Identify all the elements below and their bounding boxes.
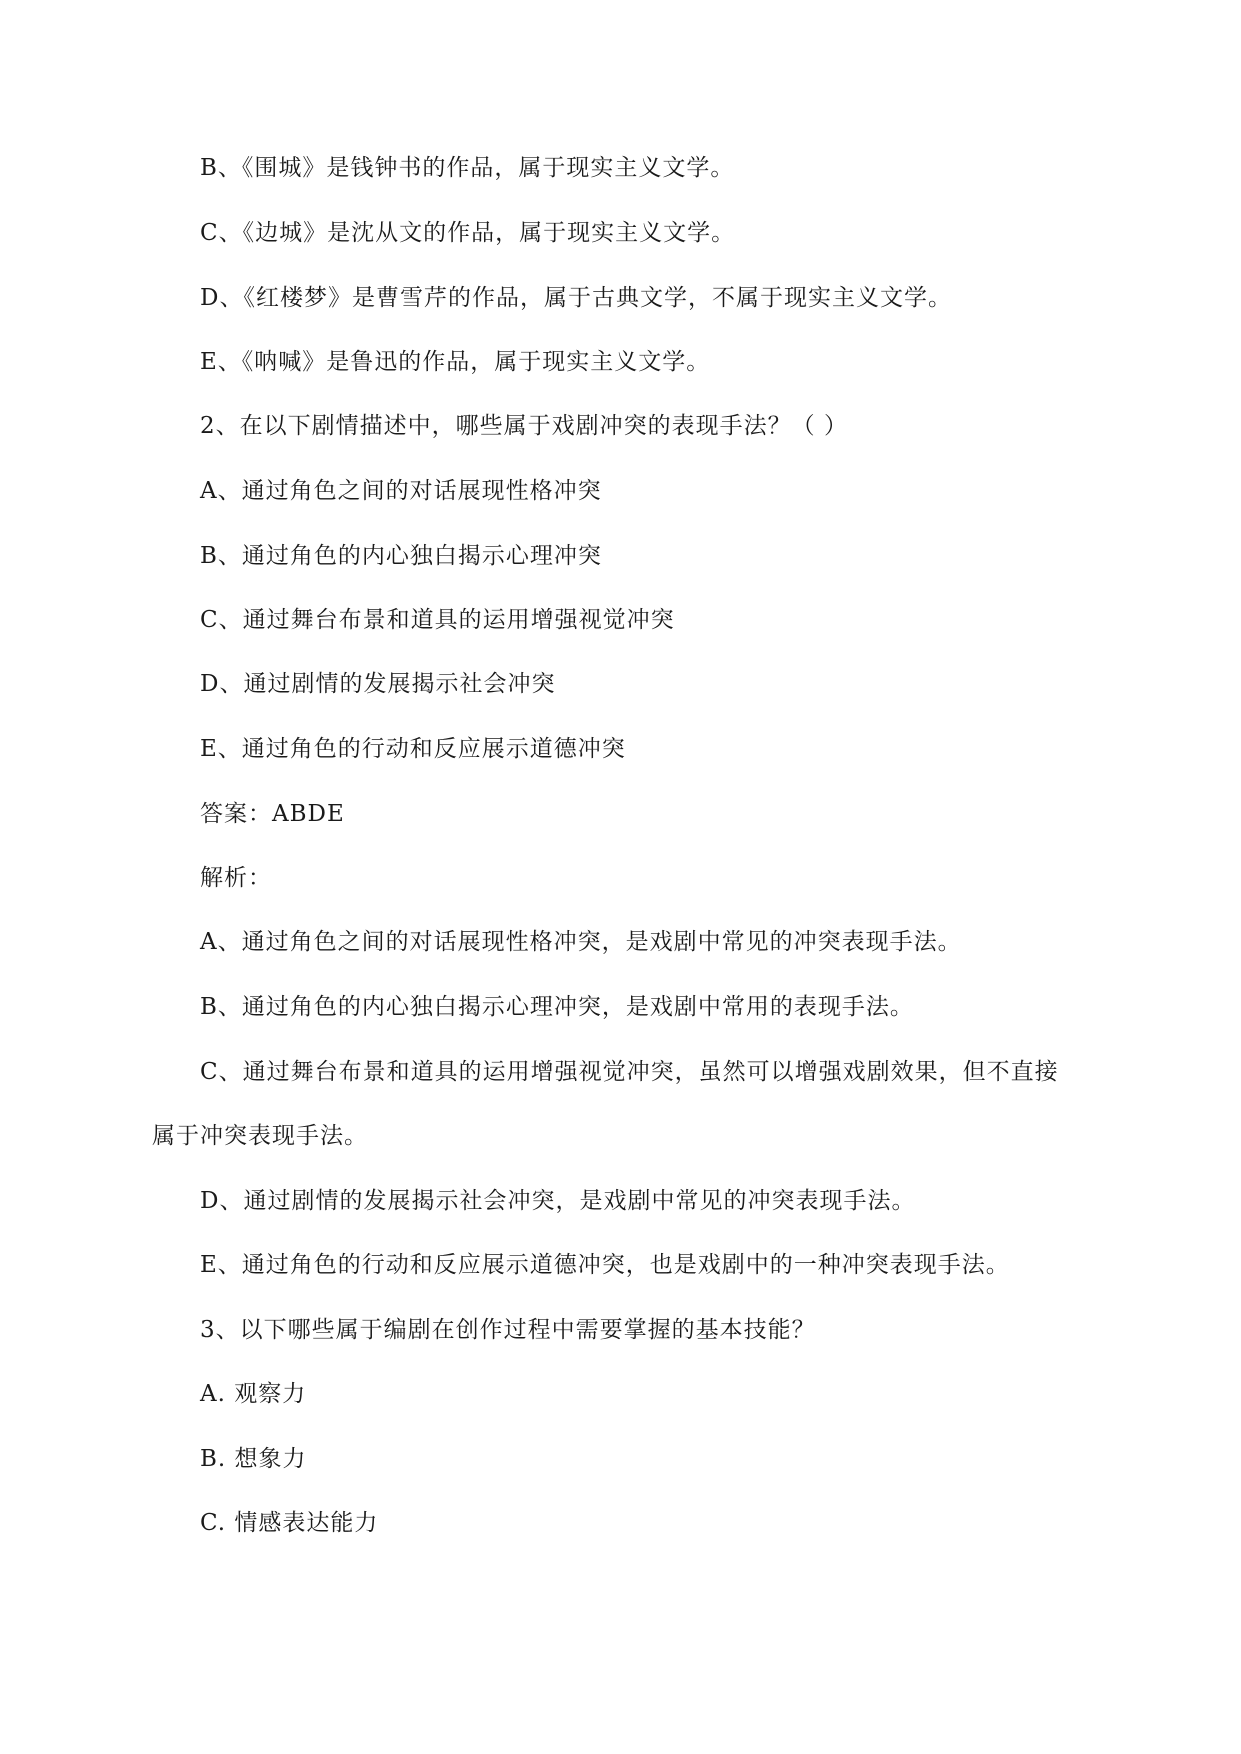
q2-analysis-b: B、通过角色的内心独白揭示心理冲突，是戏剧中常用的表现手法。 [200,994,914,1020]
q2-option-a: A、通过角色之间的对话展现性格冲突 [200,478,602,504]
q3-option-a: A. 观察力 [200,1381,307,1407]
q2-option-d: D、通过剧情的发展揭示社会冲突 [200,671,556,697]
option-d-hongloumeng: D、《红楼梦》是曹雪芹的作品，属于古典文学，不属于现实主义文学。 [200,285,952,311]
question-2: 2、在以下剧情描述中，哪些属于戏剧冲突的表现手法？（ ） [200,413,848,439]
question-3: 3、以下哪些属于编剧在创作过程中需要掌握的基本技能？ [200,1317,816,1343]
q3-option-b: B. 想象力 [200,1446,307,1472]
option-c-biancheng: C、《边城》是沈从文的作品，属于现实主义文学。 [200,220,736,246]
q2-analysis-d: D、通过剧情的发展揭示社会冲突，是戏剧中常见的冲突表现手法。 [200,1188,916,1214]
q2-analysis-a: A、通过角色之间的对话展现性格冲突，是戏剧中常见的冲突表现手法。 [200,929,962,955]
q2-option-c: C、通过舞台布景和道具的运用增强视觉冲突 [200,607,675,633]
q2-answer: 答案：ABDE [200,801,345,827]
q3-option-c: C. 情感表达能力 [200,1510,379,1536]
q2-analysis-heading: 解析： [200,865,272,891]
q2-option-e: E、通过角色的行动和反应展示道德冲突 [200,736,626,762]
q2-analysis-e: E、通过角色的行动和反应展示道德冲突，也是戏剧中的一种冲突表现手法。 [200,1252,1010,1278]
option-e-nahan: E、《呐喊》是鲁迅的作品，属于现实主义文学。 [200,349,711,375]
option-b-weicheng: B、《围城》是钱钟书的作品，属于现实主义文学。 [200,155,735,181]
q2-analysis-c: C、通过舞台布景和道具的运用增强视觉冲突，虽然可以增强戏剧效果，但不直接 [200,1059,1059,1085]
q2-option-b: B、通过角色的内心独白揭示心理冲突 [200,543,602,569]
q2-analysis-c-continued: 属于冲突表现手法。 [152,1123,368,1149]
